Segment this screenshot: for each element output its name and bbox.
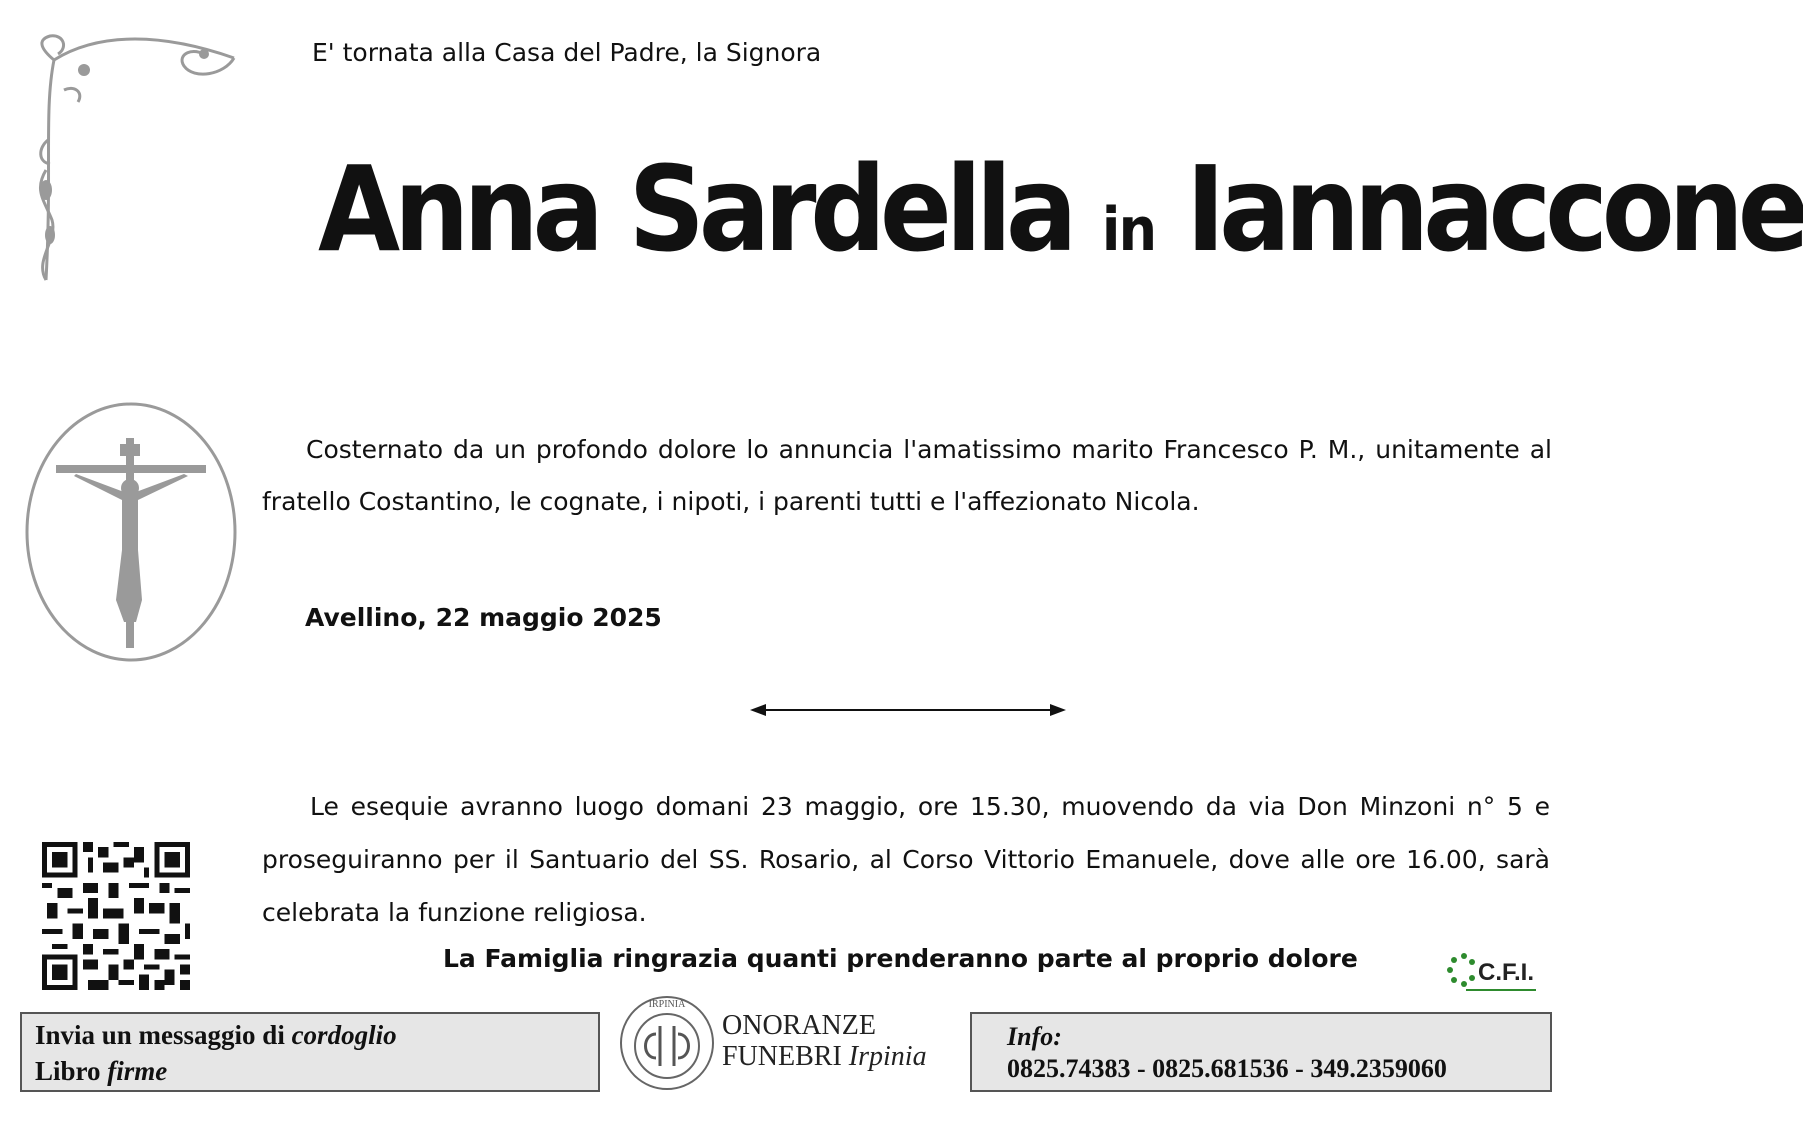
crucifix-icon xyxy=(24,400,238,664)
condolence-box[interactable] xyxy=(20,1012,600,1092)
deceased-name-connector: in xyxy=(1101,195,1156,265)
info-phones[interactable]: 0825.74383 - 0825.681536 - 349.2359060 xyxy=(1007,1054,1447,1083)
intro-line: E' tornata alla Casa del Padre, la Signora xyxy=(312,38,822,67)
guestbook-prefix: Libro xyxy=(35,1056,101,1086)
deceased-name xyxy=(318,140,1803,278)
corner-ornament-icon xyxy=(34,30,240,285)
thanks-line: La Famiglia ringrazia quanti prenderanno parte al proprio dolore xyxy=(443,944,1358,973)
cfi-logo-icon xyxy=(1442,948,1538,996)
announcement-text: Costernato da un profondo dolore lo annuncia l'amatissimo marito Francesco P. M., unitamente al fratello Costantino, le cognate, i nipoti, i parenti tutti e l'affezionato Nicola. xyxy=(262,435,1552,516)
deceased-name-last: Iannaccone xyxy=(1185,140,1803,278)
condolence-emph: cordoglio xyxy=(291,1020,397,1050)
guestbook-emph: firme xyxy=(107,1056,168,1086)
place-date: Avellino, 22 maggio 2025 xyxy=(305,603,662,632)
brand-name xyxy=(722,1010,927,1072)
brand-line2-prefix: FUNEBRI xyxy=(722,1041,842,1072)
brand-line1: ONORANZE xyxy=(722,1010,876,1041)
condolence-link[interactable] xyxy=(35,1020,397,1051)
guestbook-link[interactable] xyxy=(35,1056,167,1087)
double-arrow-icon xyxy=(750,700,1066,720)
seal-logo-icon xyxy=(618,994,716,1092)
info-box xyxy=(970,1012,1552,1092)
condolence-prefix: Invia un messaggio di xyxy=(35,1020,285,1050)
seal-text: IRPINIA xyxy=(648,999,686,1010)
qr-code-icon[interactable] xyxy=(42,842,190,990)
brand-line2-emph: Irpinia xyxy=(848,1041,927,1072)
brand-line2 xyxy=(722,1041,927,1072)
deceased-name-first: Anna Sardella xyxy=(318,140,1072,278)
info-label: Info: xyxy=(1007,1022,1062,1051)
funeral-info: Le esequie avranno luogo domani 23 maggio, ore 15.30, muovendo da via Don Minzoni n° 5 e proseguiranno per il Santuario del SS. Rosario, al Corso Vittorio Emanuele, dove alle ore 16.00, sarà celebrata la funzione religiosa. xyxy=(262,792,1550,927)
cfi-logo-text: C.F.I. xyxy=(1478,959,1535,986)
